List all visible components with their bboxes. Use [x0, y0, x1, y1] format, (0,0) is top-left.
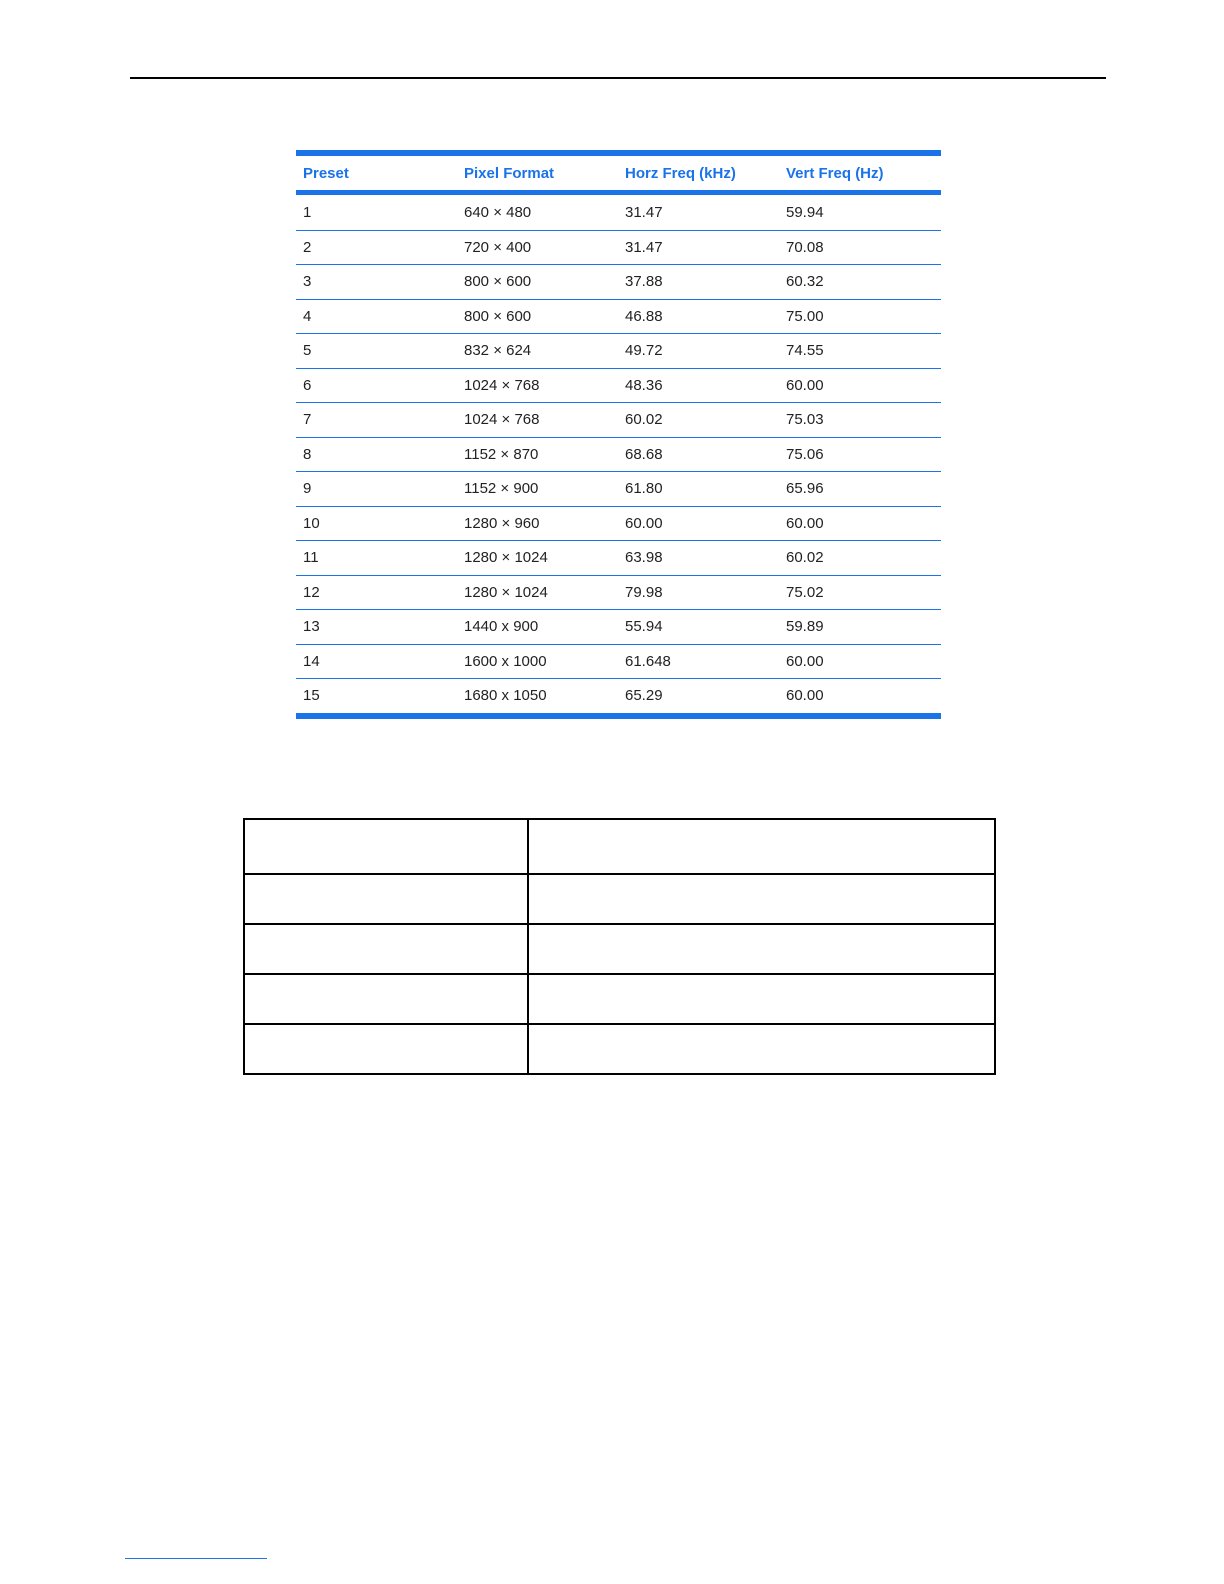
- table-row: [296, 506, 941, 541]
- table-row: [244, 924, 995, 974]
- footnote-rule: [125, 1558, 267, 1559]
- table-row: [244, 819, 995, 874]
- blank-value-cell: [528, 924, 995, 974]
- preset-cell: 14: [303, 652, 320, 670]
- preset-cell: 8: [303, 445, 312, 463]
- horz-freq-cell: 61.648: [625, 652, 671, 670]
- horz-freq-cell: 37.88: [625, 273, 663, 291]
- preset-cell: 3: [303, 273, 312, 291]
- horz-freq-cell: 46.88: [625, 307, 663, 325]
- pixel-format-cell: 832 × 624: [464, 342, 532, 360]
- pixel-format-cell: 640 × 480: [464, 203, 532, 221]
- horz-freq-cell: 49.72: [625, 342, 663, 360]
- preset-cell: 12: [303, 583, 320, 601]
- pixel-format-cell: 1280 × 1024: [464, 583, 548, 601]
- table-row: [296, 609, 941, 644]
- table-row: [296, 540, 941, 575]
- table-row: [296, 575, 941, 610]
- table-row: [296, 471, 941, 506]
- header-vert-freq: Vert Freq (Hz): [786, 164, 884, 182]
- preset-cell: 5: [303, 342, 312, 360]
- table-row: [296, 368, 941, 403]
- table-row: [296, 678, 941, 713]
- pixel-format-cell: 720 × 400: [464, 238, 532, 256]
- preset-cell: 11: [303, 549, 319, 567]
- header-pixel-format: Pixel Format: [464, 164, 555, 182]
- header-preset: Preset: [303, 164, 349, 182]
- horz-freq-cell: 61.80: [625, 480, 663, 498]
- pixel-format-cell: 1680 x 1050: [464, 687, 547, 705]
- blank-label-cell: [244, 819, 528, 874]
- vert-freq-cell: 70.08: [786, 238, 824, 256]
- table-row: [296, 195, 941, 230]
- horz-freq-cell: 63.98: [625, 549, 663, 567]
- table-row: [296, 644, 941, 679]
- preset-cell: 13: [303, 618, 320, 636]
- horz-freq-cell: 48.36: [625, 376, 663, 394]
- horz-freq-cell: 68.68: [625, 445, 663, 463]
- horz-freq-cell: 60.00: [625, 514, 663, 532]
- vert-freq-cell: 75.02: [786, 583, 824, 601]
- header-rule: [130, 77, 1106, 79]
- blank-value-cell: [528, 1024, 995, 1074]
- vert-freq-cell: 60.00: [786, 514, 824, 532]
- horz-freq-cell: 60.02: [625, 411, 663, 429]
- vert-freq-cell: 60.00: [786, 652, 824, 670]
- vert-freq-cell: 75.00: [786, 307, 824, 325]
- pixel-format-cell: 1440 x 900: [464, 618, 539, 636]
- pixel-format-cell: 1152 × 900: [464, 480, 539, 498]
- table-row: [244, 1024, 995, 1074]
- pixel-format-cell: 1024 × 768: [464, 411, 540, 429]
- vert-freq-cell: 65.96: [786, 480, 824, 498]
- pixel-format-cell: 800 × 600: [464, 307, 532, 325]
- table-row: [296, 264, 941, 299]
- vert-freq-cell: 59.94: [786, 203, 824, 221]
- table-header-row: [296, 156, 941, 195]
- blank-value-cell: [528, 974, 995, 1024]
- vert-freq-cell: 60.32: [786, 273, 824, 291]
- table-row: [296, 333, 941, 368]
- blank-label-cell: [244, 1024, 528, 1074]
- table-row: [296, 230, 941, 265]
- vert-freq-cell: 59.89: [786, 618, 824, 636]
- horz-freq-cell: 79.98: [625, 583, 663, 601]
- table-row: [244, 874, 995, 924]
- vert-freq-cell: 75.06: [786, 445, 824, 463]
- preset-cell: 10: [303, 514, 320, 532]
- preset-cell: 6: [303, 376, 312, 394]
- vert-freq-cell: 60.00: [786, 376, 824, 394]
- vert-freq-cell: 60.02: [786, 549, 824, 567]
- pixel-format-cell: 1024 × 768: [464, 376, 540, 394]
- blank-value-cell: [528, 819, 995, 874]
- vert-freq-cell: 75.03: [786, 411, 824, 429]
- pixel-format-cell: 1280 × 960: [464, 514, 540, 532]
- horz-freq-cell: 31.47: [625, 238, 663, 256]
- horz-freq-cell: 55.94: [625, 618, 663, 636]
- table-row: [296, 402, 941, 437]
- header-horz-freq: Horz Freq (kHz): [625, 164, 736, 182]
- vert-freq-cell: 60.00: [786, 687, 824, 705]
- horz-freq-cell: 65.29: [625, 687, 663, 705]
- horz-freq-cell: 31.47: [625, 203, 663, 221]
- blank-label-cell: [244, 874, 528, 924]
- blank-label-cell: [244, 924, 528, 974]
- table-row: [244, 974, 995, 1024]
- preset-cell: 9: [303, 480, 312, 498]
- preset-timing-table: [296, 150, 941, 719]
- preset-cell: 1: [303, 203, 312, 221]
- pixel-format-cell: 1152 × 870: [464, 445, 539, 463]
- blank-label-cell: [244, 974, 528, 1024]
- preset-cell: 4: [303, 307, 312, 325]
- table-row: [296, 299, 941, 334]
- preset-cell: 2: [303, 238, 312, 256]
- pixel-format-cell: 1280 × 1024: [464, 549, 548, 567]
- blank-value-cell: [528, 874, 995, 924]
- vert-freq-cell: 74.55: [786, 342, 824, 360]
- table-row: [296, 437, 941, 472]
- blank-form-table: [243, 818, 996, 1075]
- pixel-format-cell: 800 × 600: [464, 273, 532, 291]
- preset-cell: 7: [303, 411, 312, 429]
- pixel-format-cell: 1600 x 1000: [464, 652, 547, 670]
- preset-cell: 15: [303, 687, 320, 705]
